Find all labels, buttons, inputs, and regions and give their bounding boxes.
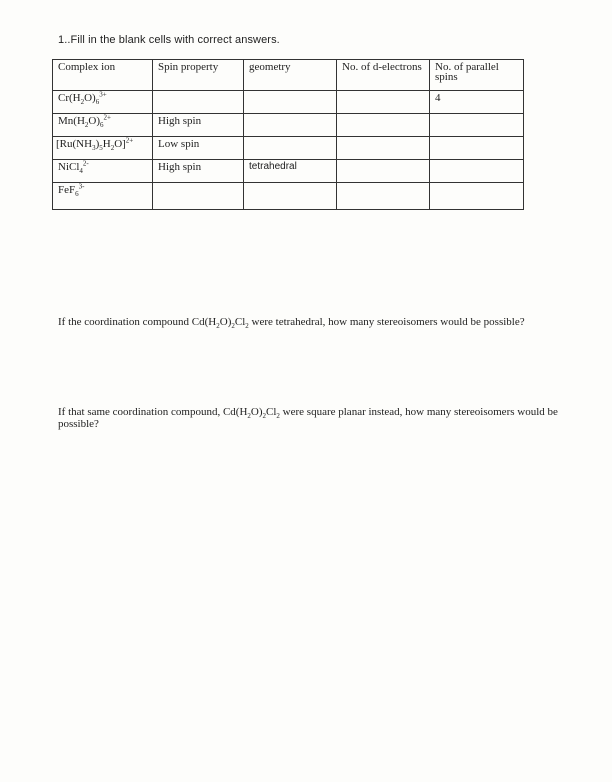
header-d-electrons: No. of d-electrons [337, 60, 430, 91]
question-tetrahedral: If the coordination compound $Cd(H_2O)_2Cl_2$ were tetrahedral, how many stereoisomers would be possible? [58, 316, 525, 331]
d-electrons-cell[interactable] [337, 91, 430, 114]
ion-cell: NiCl$_4^{2-}$ [53, 160, 153, 183]
table-header-row [53, 60, 524, 91]
geometry-cell[interactable]: tetrahedral [244, 160, 337, 183]
question-square-planar: If that same coordination compound, $Cd(H_2O)_2Cl_2$ were square planar instead, how many stereoisomers would be possible? [58, 406, 558, 430]
header-parallel-spins: No. of parallel spins [430, 60, 524, 91]
spin-cell[interactable] [153, 91, 244, 114]
table-row [53, 160, 524, 183]
answer-table [52, 59, 524, 210]
ion-cell: $Mn(H_2O)_6^{2+}$ [53, 114, 153, 137]
parallel-spins-cell[interactable] [430, 160, 524, 183]
spin-cell[interactable] [153, 183, 244, 210]
header-geometry: geometry [244, 60, 337, 91]
spin-cell[interactable]: Low spin [153, 137, 244, 160]
instruction-heading: 1..Fill in the blank cells with correct answers. [58, 34, 280, 46]
parallel-spins-cell[interactable] [430, 114, 524, 137]
parallel-spins-cell[interactable]: 4 [430, 91, 524, 114]
header-spin-property: Spin property [153, 60, 244, 91]
table-row [53, 91, 524, 114]
ion-cell: $[Ru(NH_3)_5H_2O]^{2+}$ [53, 137, 153, 160]
table-row [53, 183, 524, 210]
spin-cell[interactable]: High spin [153, 114, 244, 137]
geometry-cell[interactable] [244, 183, 337, 210]
d-electrons-cell[interactable] [337, 160, 430, 183]
table-row [53, 137, 524, 160]
geometry-cell[interactable] [244, 91, 337, 114]
table-row [53, 114, 524, 137]
spin-cell[interactable]: High spin [153, 160, 244, 183]
header-complex-ion: Complex ion [53, 60, 153, 91]
d-electrons-cell[interactable] [337, 183, 430, 210]
ion-cell: FeF$_6^{3-}$ [53, 183, 153, 210]
geometry-cell[interactable] [244, 137, 337, 160]
geometry-cell[interactable] [244, 114, 337, 137]
d-electrons-cell[interactable] [337, 114, 430, 137]
d-electrons-cell[interactable] [337, 137, 430, 160]
parallel-spins-cell[interactable] [430, 137, 524, 160]
parallel-spins-cell[interactable] [430, 183, 524, 210]
ion-cell: $Cr(H_2O)_6^{3+}$ [53, 91, 153, 114]
